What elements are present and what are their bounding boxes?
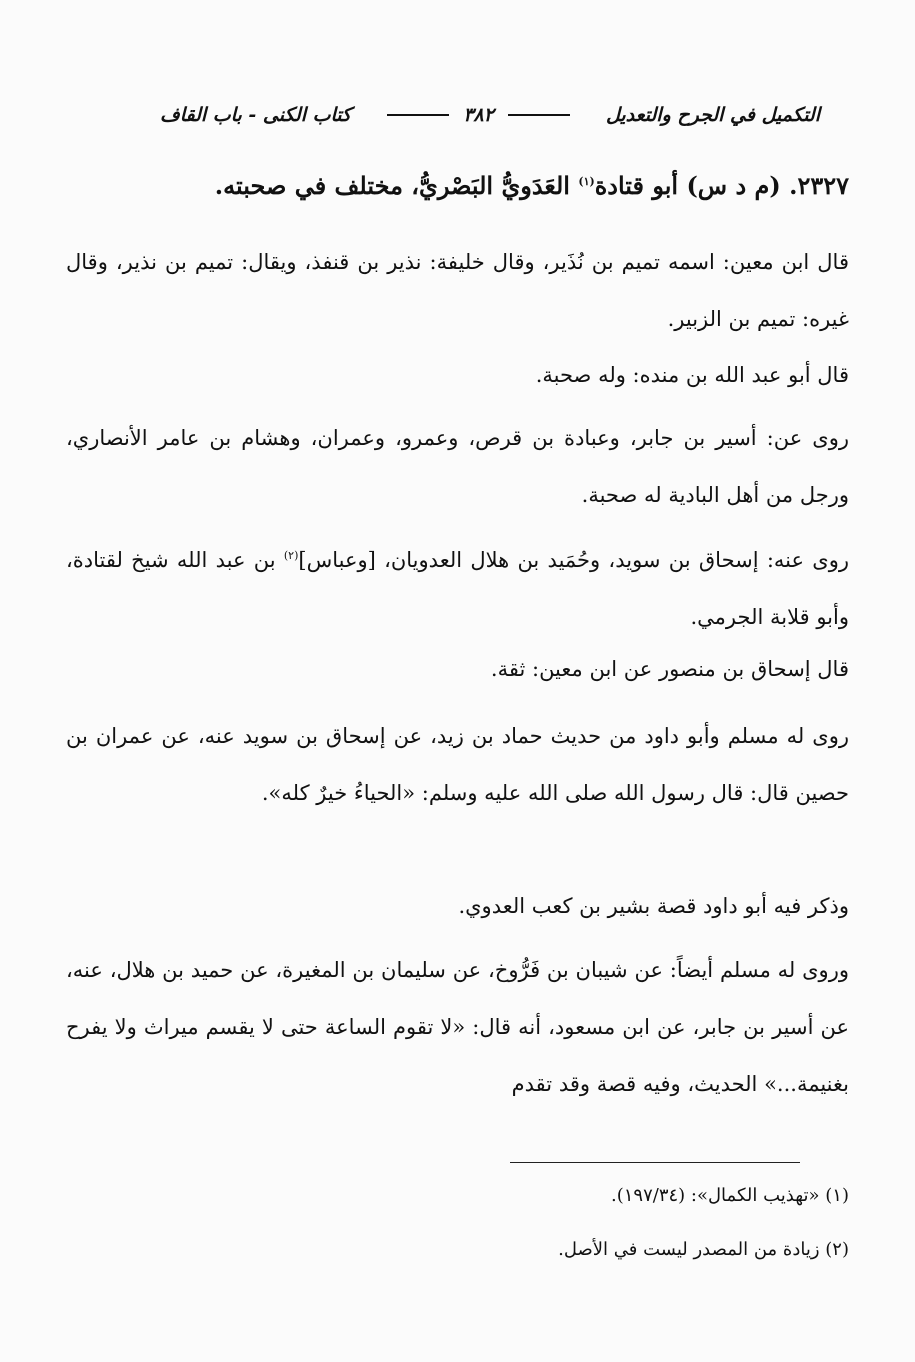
paragraph: قال ابن معين: اسمه تميم بن نُذَير، وقال خليفة: نذير بن قنفذ، ويقال: تميم بن نذير، وقال غيره: تميم بن الزبير. xyxy=(66,250,849,331)
dash-divider xyxy=(387,114,449,116)
paragraph: روى عن: أسير بن جابر، وعبادة بن قرص، وعمرو، وعمران، وهشام بن عامر الأنصاري، ورجل من أهل البادية له صحبة. xyxy=(66,426,849,507)
page-number: ٣٨٢ xyxy=(463,104,494,126)
entry-nisba: العَدَويُّ البَصْريُّ، مختلف في صحبته. xyxy=(214,171,570,200)
page-number-group xyxy=(387,104,570,126)
narrators-text-cont: بن عبد الله شيخ لقتادة، وأبو قلابة الجرمي. xyxy=(66,548,849,629)
dash-divider xyxy=(508,114,570,116)
paragraph: قال إسحاق بن منصور عن ابن معين: ثقة. xyxy=(490,657,849,681)
book-title: التكميل في الجرح والتعديل xyxy=(605,104,820,126)
paragraph: وروى له مسلم أيضاً: عن شيبان بن فَرُّوخ، عن سليمان بن المغيرة، عن حميد بن هلال، عنه، عن أسير بن جابر، عن ابن مسعود، أنه قال: «لا تقوم الساعة حتى لا يقسم ميراث ولا يفرح بغنيمة...» الحديث، وفيه قصة وقد تقدم xyxy=(66,958,849,1096)
footnote-ref[interactable]: (٢) xyxy=(283,549,299,562)
running-head xyxy=(160,98,820,132)
footnote-1: (١) «تهذيب الكمال»: (١٩٧/٣٤). xyxy=(611,1185,849,1206)
chapter-title: كتاب الكنى - باب القاف xyxy=(160,104,352,126)
entry-heading xyxy=(60,162,849,206)
footnote-ref[interactable]: (١) xyxy=(578,175,595,188)
footnote-separator xyxy=(510,1162,800,1163)
narrators-text: روى عنه: إسحاق بن سويد، وحُمَيد بن هلال العدويان، [وعباس] xyxy=(298,548,850,572)
footnote-2: (٢) زيادة من المصدر ليست في الأصل. xyxy=(558,1239,849,1260)
narrators-paragraph xyxy=(66,527,849,646)
paragraph: روى له مسلم وأبو داود من حديث حماد بن زيد، عن إسحاق بن سويد عنه، عن عمران بن حصين قال: قال رسول الله صلى الله عليه وسلم: «الحياءُ خيرٌ كله». xyxy=(66,724,849,805)
paragraph: وذكر فيه أبو داود قصة بشير بن كعب العدوي. xyxy=(458,894,849,918)
paragraph: قال أبو عبد الله بن منده: وله صحبة. xyxy=(535,363,849,387)
entry-name: ٢٣٢٧. (م د س) أبو قتادة xyxy=(594,171,849,200)
